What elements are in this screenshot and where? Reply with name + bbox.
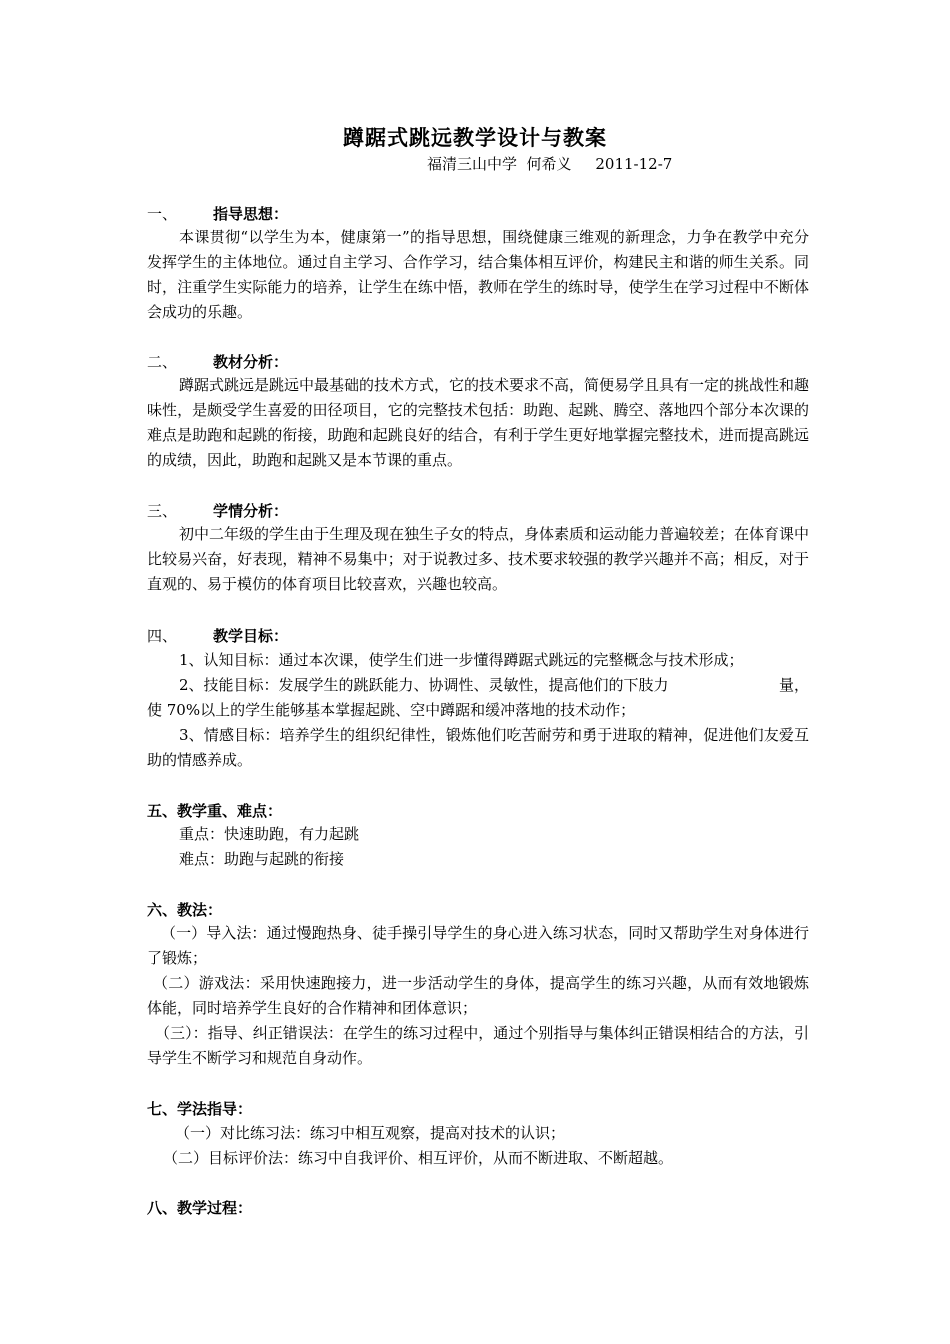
goal-1: 1、认知目标：通过本次课，使学生们进一步懂得蹲踞式跳远的完整概念与技术形成； — [179, 651, 744, 669]
document-title: 蹲踞式跳远教学设计与教案 — [343, 125, 607, 150]
goal-2-continued: 使 70%以上的学生能够基本掌握起跳、空中蹲踞和缓冲落地的技术动作； — [147, 701, 636, 719]
section-number: 四、 — [147, 627, 178, 645]
section-1-heading — [147, 203, 288, 224]
section-title: 指导思想： — [213, 205, 289, 223]
guide-1: （一）对比练习法：练习中相互观察，提高对技术的认识； — [175, 1124, 566, 1142]
difficult-point: 难点：助跑与起跳的衔接 — [179, 850, 345, 868]
section-title: 教学目标： — [213, 627, 289, 645]
section-1-body: 本课贯彻“以学生为本，健康第一”的指导思想，围绕健康三维观的新理念，力争在教学中充分发挥学生的主体地位。通过自主学习、合作学习，结合集体相互评价，构建民主和谐的师生关系。同时，注重学生实际能力的培养，让学生在练中悟，教师在学生的练时导，使学生在学习过程中不断体会成功的乐趣。 — [147, 228, 809, 321]
section-3-body: 初中二年级的学生由于生理及现在独生子女的特点，身体素质和运动能力普遍较差；在体育课中比较易兴奋，好表现，精神不易集中；对于说教过多、技术要求较强的教学兴趣并不高；相反，对于直观的、易于模仿的体育项目比较喜欢，兴趣也较高。 — [147, 525, 810, 593]
section-title: 学情分析： — [213, 502, 289, 520]
method-1: （一）导入法：通过慢跑热身、徒手操引导学生的身心进入练习状态，同时又帮助学生对身体进行了锻炼； — [147, 924, 809, 967]
section-6-heading: 六、教法： — [147, 901, 223, 919]
section-2-body: 蹲踞式跳远是跳远中最基础的技术方式，它的技术要求不高，简便易学且具有一定的挑战性和趣味性，是颇受学生喜爱的田径项目，它的完整技术包括：助跑、起跳、腾空、落地四个部分本次课的难点是助跑和起跳的衔接，助跑和起跳良好的结合，有利于学生更好地掌握完整技术，进而提高跳远的成绩，因此，助跑和起跳又是本节课的重点。 — [147, 376, 810, 469]
section-3-heading — [147, 500, 288, 521]
section-2-heading — [147, 351, 288, 372]
section-4-heading — [147, 625, 288, 646]
section-5-heading: 五、教学重、难点： — [147, 802, 283, 820]
goal-2-line — [147, 673, 809, 698]
method-3: （三）：指导、纠正错误法：在学生的练习过程中，通过个别指导与集体纠正错误相结合的方法，引导学生不断学习和规范自身动作。 — [147, 1024, 809, 1067]
goal-2-tail: 量， — [778, 676, 809, 694]
key-point: 重点：快速助跑，有力起跳 — [179, 825, 360, 843]
section-number: 二、 — [147, 353, 178, 371]
section-title: 教材分析： — [213, 353, 289, 371]
guide-2: （二）目标评价法：练习中自我评价、相互评价，从而不断进取、不断超越。 — [163, 1149, 674, 1167]
section-number: 三、 — [147, 502, 178, 520]
section-8-heading: 八、教学过程： — [147, 1199, 253, 1217]
section-number: 一、 — [147, 205, 178, 223]
method-2: （二）游戏法：采用快速跑接力，进一步活动学生的身体，提高学生的练习兴趣，从而有效地锻炼体能，同时培养学生良好的合作精神和团体意识； — [147, 974, 809, 1017]
section-7-heading: 七、学法指导： — [147, 1100, 253, 1118]
goal-3: 3、情感目标：培养学生的组织纪律性，锻炼他们吃苦耐劳和勇于进取的精神，促进他们友爱互助的情感养成。 — [147, 726, 809, 769]
author-line: 福清三山中学 何希义 2011-12-7 — [427, 155, 673, 173]
goal-2-text: 2、技能目标：发展学生的跳跃能力、协调性、灵敏性，提高他们的下肢力 — [179, 676, 669, 694]
